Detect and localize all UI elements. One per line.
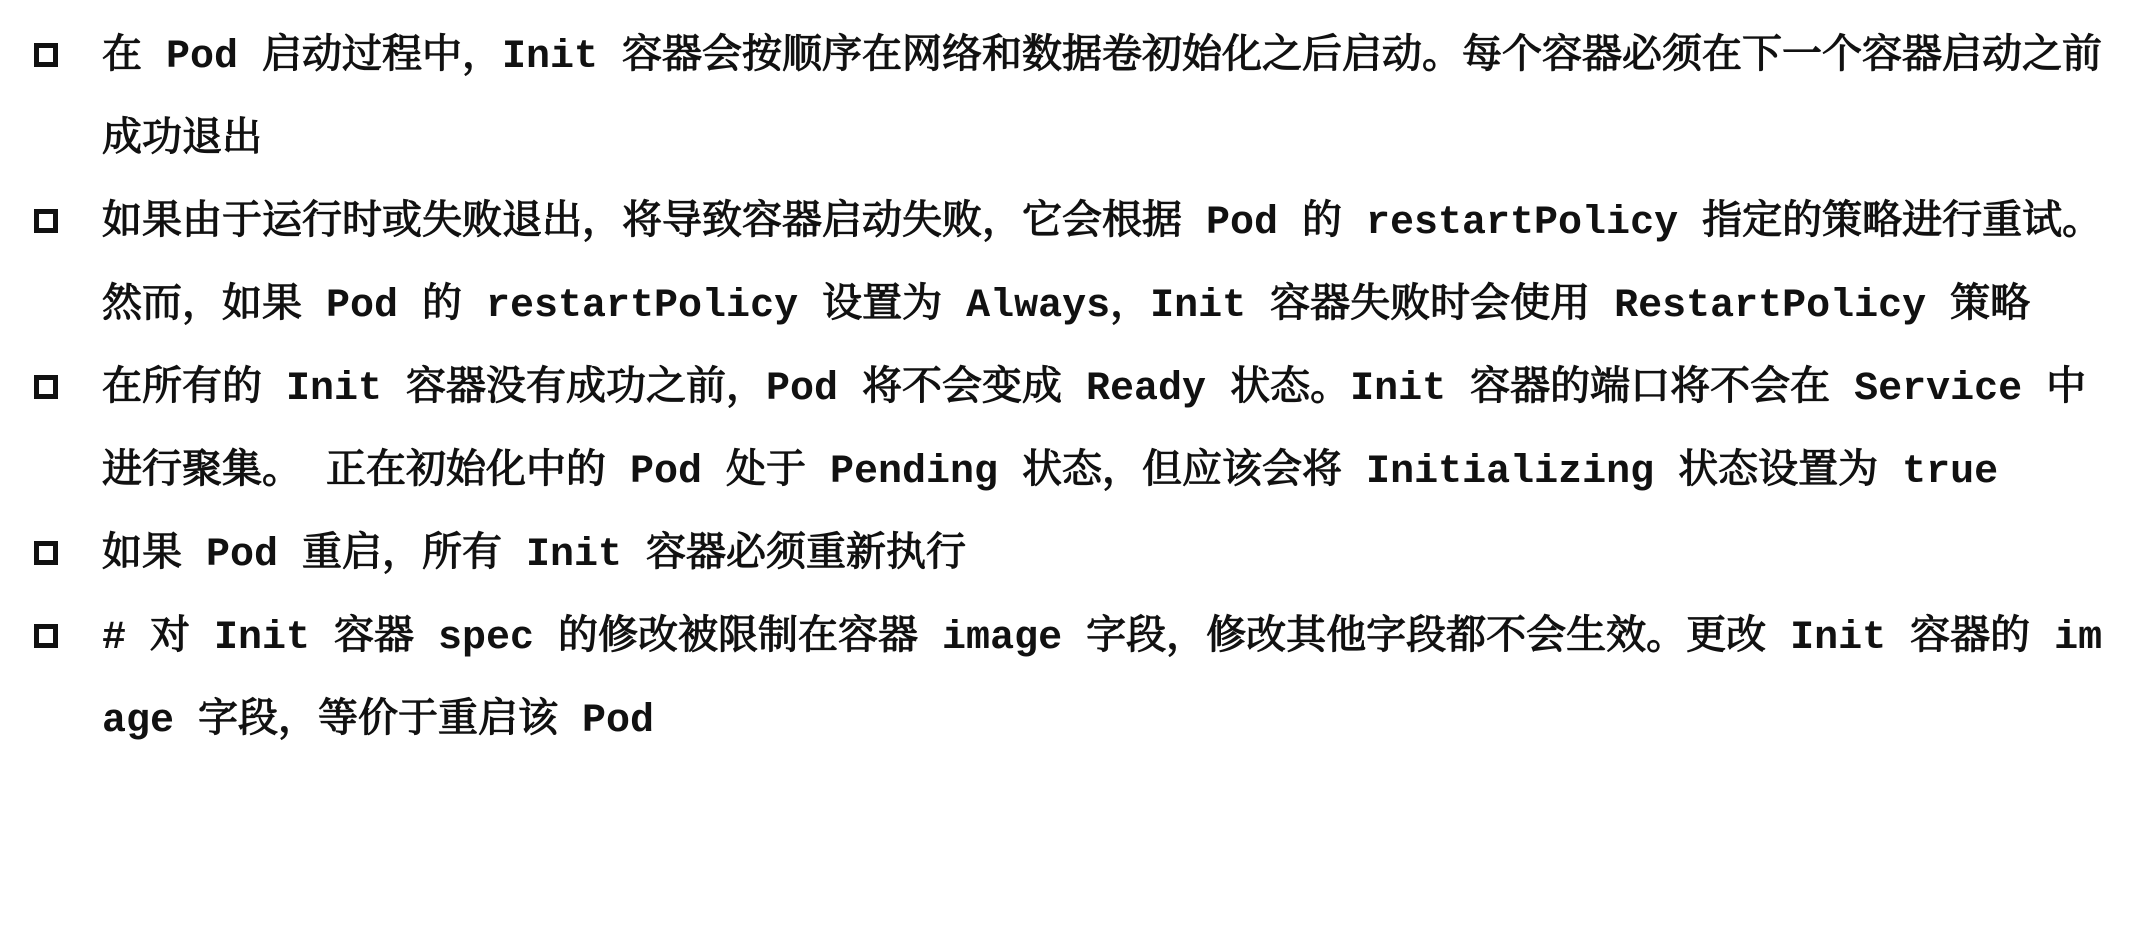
hollow-square-bullet-icon [34,624,58,648]
list-item-text: 如果由于运行时或失败退出，将导致容器启动失败，它会根据 Pod 的 restartPolicy 指定的策略进行重试。然而，如果 Pod 的 restartPolicy 设置为 Always，Init 容器失败时会使用 RestartPolicy 策略 [102,201,2103,329]
list-item [34,597,2104,763]
hollow-square-bullet-icon [34,541,58,565]
hollow-square-bullet-icon [34,375,58,399]
list-item [34,182,2104,348]
hollow-square-bullet-icon [34,43,58,67]
list-item-text: 在 Pod 启动过程中，Init 容器会按顺序在网络和数据卷初始化之后启动。每个容器必须在下一个容器启动之前成功退出 [102,35,2103,163]
list-item-text: 在所有的 Init 容器没有成功之前，Pod 将不会变成 Ready 状态。Init 容器的端口将不会在 Service 中进行聚集。 正在初始化中的 Pod 处于 Pending 状态，但应该会将 Initializing 状态设置为 true [102,367,2087,495]
list-item [34,348,2104,514]
list-item-text: # 对 Init 容器 spec 的修改被限制在容器 image 字段，修改其他字段都不会生效。更改 Init 容器的 image 字段，等价于重启该 Pod [102,616,2103,744]
list-item [34,16,2104,182]
bullet-list [34,0,2104,747]
list-item-text: 如果 Pod 重启，所有 Init 容器必须重新执行 [102,533,967,578]
list-item [34,514,2104,597]
hollow-square-bullet-icon [34,209,58,233]
